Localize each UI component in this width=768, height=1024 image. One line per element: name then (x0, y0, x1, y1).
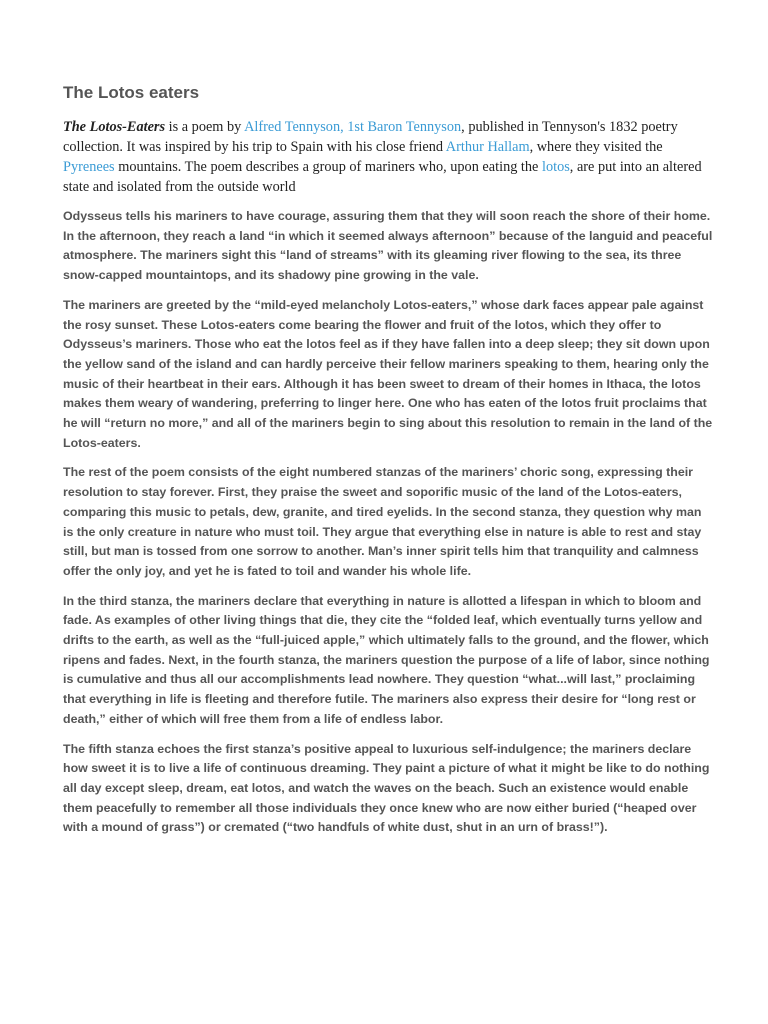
intro-paragraph (63, 117, 713, 197)
link-lotos[interactable]: lotos (541, 159, 570, 175)
intro-text-3: , where they visited the (529, 139, 663, 155)
body-paragraph-1: Odysseus tells his mariners to have courage, assuring them that they will soon reach the shore of their home. In the afternoon, they reach a land “in which it seemed always afternoon” because of the languid and peaceful atmosphere. The mariners sight this “land of streams” with its gleaming river flowing to the sea, its three snow-capped mountaintops, and its shadowy pine growing in the vale. (63, 209, 713, 283)
link-alfred-tennyson[interactable]: Alfred Tennyson, 1st Baron Tennyson (244, 119, 462, 135)
body-paragraph-4: In the third stanza, the mariners declare that everything in nature is allotted a lifespan in which to bloom and fade. As examples of other living things that die, they cite the “folded leaf, which eventually turns yellow and drifts to the earth, as well as the “full-juiced apple,” which ultimately falls to the ground, and the flower, which ripens and fades. Next, in the fourth stanza, the mariners question the purpose of a life of labor, since nothing is cumulative and thus all our accomplishments lead nowhere. They question “what...will last,” proclaiming that everything in life is fleeting and therefore futile. The mariners also express their desire for “long rest or death,” either of which will free them from a life of endless labor. (63, 593, 710, 726)
link-arthur-hallam[interactable]: Arthur Hallam (445, 139, 530, 155)
intro-text-1: is a poem by (165, 119, 245, 135)
body-paragraph-3: The rest of the poem consists of the eight numbered stanzas of the mariners’ choric song, expressing their resolution to stay forever. First, they praise the sweet and soporific music of the land of the Lotos-eaters, comparing this music to petals, dew, granite, and tired eyelids. In the second stanza, they question why man is the only creature in nature who must toil. They argue that everything else in nature is able to rest and stay still, but man is tossed from one sorrow to another. Man’s inner spirit tells him that tranquility and calmness offer the only joy, and yet he is fated to toil and wander his whole life. (63, 465, 702, 578)
document-page (63, 82, 713, 848)
intro-text-4: mountains. The poem describes a group of mariners who, upon eating the (114, 159, 542, 175)
body-paragraph-2: The mariners are greeted by the “mild-eyed melancholy Lotos-eaters,” whose dark faces appear pale against the rosy sunset. These Lotos-eaters come bearing the flower and fruit of the lotos, which they offer to Odysseus’s mariners. Those who eat the lotos feel as if they have fallen into a deep sleep; they sit down upon the yellow sand of the island and can hardly perceive their fellow mariners speaking to them, hearing only the music of their heartbeat in their ears. Although it has been sweet to dream of their homes in Ithaca, the lotos makes them weary of wandering, preferring to linger here. One who has eaten of the lotos fruit proclaims that he will “return no more,” and all of the mariners begin to sing about this resolution to remain in the land of the Lotos-eaters. (63, 297, 713, 450)
link-pyrenees[interactable]: Pyrenees (63, 159, 115, 175)
body-paragraph-5: The fifth stanza echoes the first stanza’s positive appeal to luxurious self-indulgence; the mariners declare how sweet it is to live a life of continuous dreaming. They paint a picture of what it might be like to do nothing all day except sleep, dream, eat lotos, and watch the waves on the beach. Such an existence would enable them peacefully to remember all those individuals they once knew who are now either buried (“heaped over with a mound of grass”) or cremated (“two handfuls of white dust, shut in an urn of brass!”). (63, 741, 710, 835)
intro-text-5: , are put into an altered state and isolated from the outside world (63, 159, 702, 195)
page-title: The Lotos eaters (63, 83, 200, 102)
poem-title-emphasis: The Lotos-Eaters (63, 119, 166, 135)
intro-text-2: , published in Tennyson's 1832 poetry collection. It was inspired by his trip to Spain with his close friend (63, 119, 678, 155)
